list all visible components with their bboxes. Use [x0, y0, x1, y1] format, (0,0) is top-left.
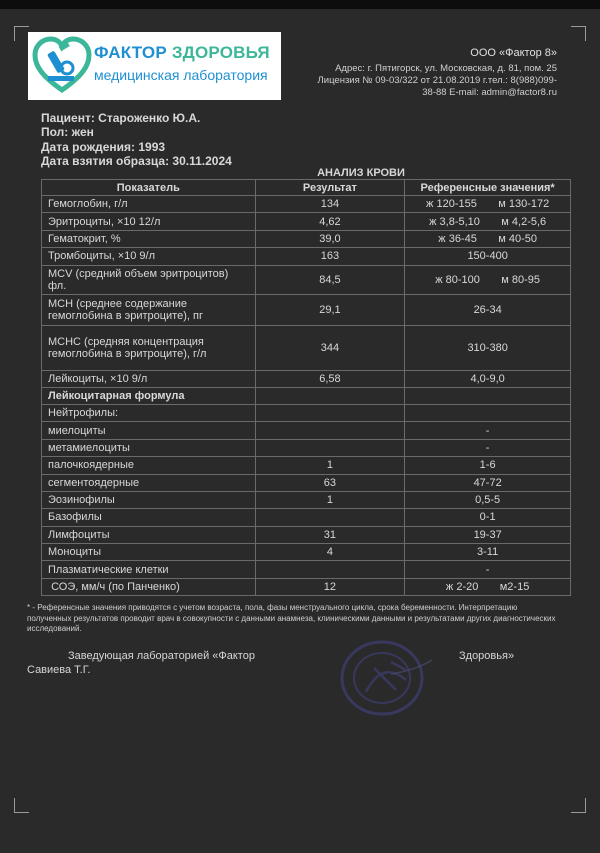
- crop-corner-top-left: [14, 26, 29, 41]
- org-address: Адрес: г. Пятигорск, ул. Московская, д. 81, пом. 25: [335, 63, 557, 74]
- cell-reference: 0,5-5: [405, 491, 571, 508]
- cell-reference: 1-6: [405, 457, 571, 474]
- table-row: [42, 422, 571, 439]
- cell-parameter: Тромбоциты, ×10 9/л: [42, 248, 256, 265]
- organization-info: [277, 47, 557, 99]
- table-row: [42, 404, 571, 421]
- cell-reference: -: [405, 422, 571, 439]
- table-row: [42, 387, 571, 404]
- heart-microscope-icon: [32, 36, 92, 96]
- cell-parameter: MCH (среднее содержание гемоглобина в эритроците), пг: [42, 294, 256, 325]
- blood-test-table: [41, 179, 571, 596]
- cell-parameter: Нейтрофилы:: [42, 404, 256, 421]
- cell-reference: ж 120-155 м 130-172: [405, 196, 571, 213]
- cell-result: [255, 509, 405, 526]
- cell-reference: 19-37: [405, 526, 571, 543]
- cell-result: 4: [255, 544, 405, 561]
- cell-result: 39,0: [255, 230, 405, 247]
- cell-result: 29,1: [255, 294, 405, 325]
- patient-info: [41, 111, 232, 168]
- cell-reference: 3-11: [405, 544, 571, 561]
- cell-reference: 0-1: [405, 509, 571, 526]
- signature-left: [68, 649, 255, 663]
- cell-reference: ж 80-100 м 80-95: [405, 265, 571, 294]
- cell-reference: 150-400: [405, 248, 571, 265]
- table-row: [42, 325, 571, 370]
- footnote: * - Референсные значения приводятся с учетом возраста, пола, фазы менструального цикла, срока беременности. Интерпретацию полученных результатов проводит врач в совокупности с данными анамнеза, клиническими данными и результатами других диагностических исследований.: [27, 603, 556, 633]
- cell-result: 344: [255, 325, 405, 370]
- org-license: Лицензия № 09-03/322 от 21.08.2019 г.тел.: 8(988)099-: [317, 75, 557, 86]
- signature-title-end: Здоровья»: [459, 650, 515, 662]
- cell-parameter: сегментоядерные: [42, 474, 256, 491]
- header-reference: Референсные значения*: [405, 180, 571, 196]
- signature-person: Савиева Т.Г.: [27, 664, 91, 676]
- table-row: [42, 294, 571, 325]
- cell-result: [255, 404, 405, 421]
- top-bar: [0, 0, 600, 9]
- patient-sex: Пол: жен: [41, 125, 94, 140]
- cell-reference: ж 36-45 м 40-50: [405, 230, 571, 247]
- lab-stamp: [336, 640, 432, 720]
- cell-parameter: Лейкоцитарная формула: [42, 387, 256, 404]
- cell-result: 163: [255, 248, 405, 265]
- cell-reference: [405, 387, 571, 404]
- header-parameter: Показатель: [42, 180, 256, 196]
- crop-corner-bottom-right: [571, 798, 586, 813]
- table-row: [42, 509, 571, 526]
- table-row: [42, 213, 571, 230]
- cell-reference: ж 2-20 м2-15: [405, 578, 571, 595]
- table-row: [42, 265, 571, 294]
- table-row: [42, 457, 571, 474]
- cell-reference: 310-380: [405, 325, 571, 370]
- crop-corner-top-right: [571, 26, 586, 41]
- table-row: [42, 196, 571, 213]
- table-row: [42, 561, 571, 578]
- cell-result: 12: [255, 578, 405, 595]
- table-row: [42, 248, 571, 265]
- signature-title: Заведующая лабораторией «Фактор: [68, 650, 255, 662]
- crop-corner-bottom-left: [14, 798, 29, 813]
- table-row: [42, 578, 571, 595]
- cell-parameter: Базофилы: [42, 509, 256, 526]
- table-row: [42, 491, 571, 508]
- cell-parameter: Эозинофилы: [42, 491, 256, 508]
- cell-result: [255, 387, 405, 404]
- table-row: [42, 370, 571, 387]
- logo-title: ФАКТОР ЗДОРОВЬЯ: [94, 43, 270, 62]
- cell-result: 4,62: [255, 213, 405, 230]
- cell-reference: -: [405, 561, 571, 578]
- org-contact: 38-88 E-mail: admin@factor8.ru: [422, 87, 557, 98]
- cell-parameter: Эритроциты, ×10 12/л: [42, 213, 256, 230]
- cell-parameter: MCV (средний объем эритроцитов) фл.: [42, 265, 256, 294]
- header-result: Результат: [255, 180, 405, 196]
- cell-result: 63: [255, 474, 405, 491]
- cell-result: [255, 561, 405, 578]
- cell-result: [255, 422, 405, 439]
- cell-result: 1: [255, 491, 405, 508]
- cell-parameter: миелоциты: [42, 422, 256, 439]
- cell-reference: [405, 404, 571, 421]
- cell-parameter: палочкоядерные: [42, 457, 256, 474]
- cell-reference: 47-72: [405, 474, 571, 491]
- cell-parameter: Гематокрит, %: [42, 230, 256, 247]
- cell-parameter: СОЭ, мм/ч (по Панченко): [42, 578, 256, 595]
- cell-parameter: Лимфоциты: [42, 526, 256, 543]
- table-row: [42, 526, 571, 543]
- cell-result: 1: [255, 457, 405, 474]
- logo-subtitle: медицинская лаборатория: [94, 67, 268, 83]
- patient-birth: Дата рождения: 1993: [41, 139, 166, 154]
- lab-logo: [28, 32, 281, 100]
- table-row: [42, 474, 571, 491]
- cell-parameter: Лейкоциты, ×10 9/л: [42, 370, 256, 387]
- table-title: АНАЛИЗ КРОВИ: [317, 167, 405, 179]
- table-row: [42, 439, 571, 456]
- cell-result: [255, 439, 405, 456]
- cell-reference: ж 3,8-5,10 м 4,2-5,6: [405, 213, 571, 230]
- cell-parameter: метамиелоциты: [42, 439, 256, 456]
- cell-result: 84,5: [255, 265, 405, 294]
- cell-reference: -: [405, 439, 571, 456]
- table-row: [42, 544, 571, 561]
- table-row: [42, 230, 571, 247]
- cell-result: 31: [255, 526, 405, 543]
- patient-name: Пациент: Староженко Ю.А.: [41, 111, 201, 125]
- cell-reference: 26-34: [405, 294, 571, 325]
- table-header-row: [42, 180, 571, 196]
- cell-parameter: Моноциты: [42, 544, 256, 561]
- sample-date: Дата взятия образца: 30.11.2024: [41, 153, 232, 168]
- cell-parameter: MCHC (средняя концентрация гемоглобина в эритроците), г/л: [42, 325, 256, 370]
- org-name: ООО «Фактор 8»: [470, 47, 557, 59]
- cell-parameter: Плазматические клетки: [42, 561, 256, 578]
- cell-parameter: Гемоглобин, г/л: [42, 196, 256, 213]
- cell-result: 6,58: [255, 370, 405, 387]
- cell-reference: 4,0-9,0: [405, 370, 571, 387]
- cell-result: 134: [255, 196, 405, 213]
